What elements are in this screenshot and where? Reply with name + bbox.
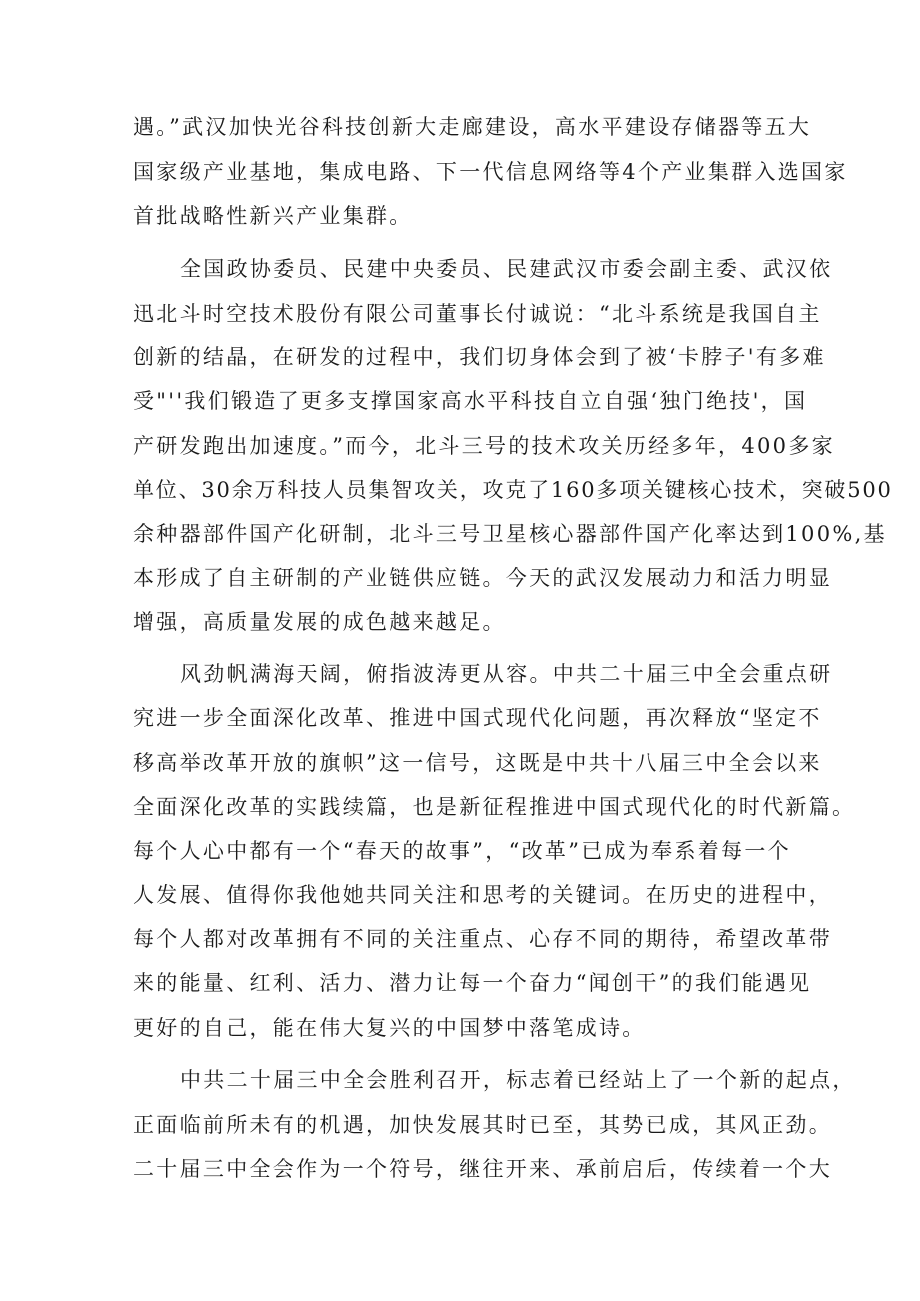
text-line: 人发展、值得你我他她共同关注和思考的关键词。在历史的进程中， (133, 883, 832, 907)
paragraph-start-line: 风劲帆满海天阔，俯指波涛更从容。中共二十届三中全会重点研 (180, 662, 833, 686)
text-line: 每个人心中都有一个“春天的故事”，“改革”已成为奉系着每一个 (133, 839, 791, 863)
text-line: 首批战略性新兴产业集群。 (133, 204, 413, 228)
text-line: 增强，高质量发展的成色越来越足。 (133, 610, 506, 634)
text-line: 全面深化改革的实践续篇，也是新征程推进中国式现代化的时代新篇。 (133, 795, 856, 819)
text-line: 迅北斗时空技术股份有限公司董事长付诚说：“北斗系统是我国自主 (133, 302, 822, 326)
text-line: 本形成了自主研制的产业链供应链。今天的武汉发展动力和活力明显 (133, 566, 832, 590)
text-line: 创新的结晶，在研发的过程中，我们切身体会到了被‘卡脖子'有多难 (133, 345, 826, 369)
text-line: 来的能量、红利、活力、潜力让每一个奋力“闻创干”的我们能遇见 (133, 971, 812, 995)
text-line: 究进一步全面深化改革、推进中国式现代化问题，再次释放“坚定不 (133, 706, 822, 730)
text-line: 每个人都对改革拥有不同的关注重点、心存不同的期待，希望改革带 (133, 927, 832, 951)
text-line: 产研发跑出加速度。”而今，北斗三号的技术攻关历经多年，400多家 (133, 434, 835, 458)
text-line: 二十届三中全会作为一个符号，继往开来、承前启后，传续着一个大 (133, 1157, 832, 1181)
text-line: 国家级产业基地，集成电路、下一代信息网络等4个产业集群入选国家 (133, 160, 848, 184)
text-line: 单位、30余万科技人员集智攻关，攻克了160多项关键核心技术，突破500 (133, 478, 893, 502)
paragraph-start-line: 全国政协委员、民建中央委员、民建武汉市委会副主委、武汉依 (180, 257, 833, 281)
text-line: 余种器部件国产化研制，北斗三号卫星核心器部件国产化率达到100%,基 (133, 522, 887, 546)
paragraph-start-line: 中共二十届三中全会胜利召开，标志着已经站上了一个新的起点， (180, 1068, 856, 1092)
text-line: 遇。”武汉加快光谷科技创新大走廊建设，高水平建设存储器等五大 (133, 115, 812, 139)
text-line: 受"''我们锻造了更多支撑国家高水平科技自立自强‘独门绝技'，国 (133, 389, 808, 413)
text-line: 更好的自己，能在伟大复兴的中国梦中落笔成诗。 (133, 1016, 646, 1040)
text-line: 正面临前所未有的机遇，加快发展其时已至，其势已成，其风正劲。 (133, 1113, 832, 1137)
text-line: 移高举改革开放的旗帜”这一信号，这既是中共十八届三中全会以来 (133, 751, 822, 775)
